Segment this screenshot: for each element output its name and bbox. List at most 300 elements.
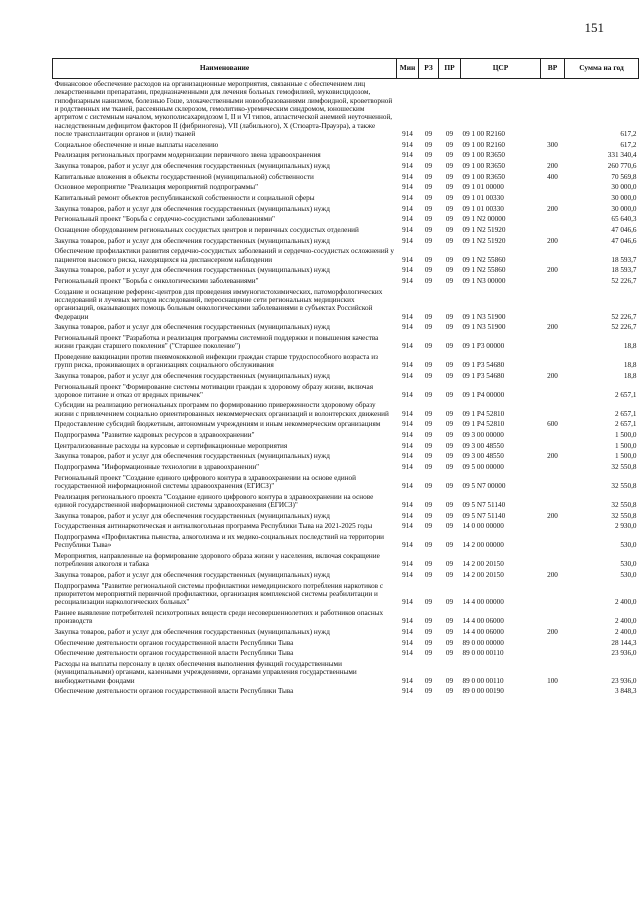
row-name: Расходы на выплаты персоналу в целях обеспечения выполнения функций государственными (муниципальными) органами, казенными учреждениями, органами управления государственными внебюджетными фондами: [54, 659, 357, 685]
row-pr: 09: [445, 522, 454, 531]
row-min: 914: [402, 226, 413, 235]
row-vr: 200: [547, 371, 558, 380]
row-pr: 09: [445, 501, 454, 510]
table-row: [53, 333, 639, 352]
row-name: Централизованные расходы на курсовые и сертификационные мероприятия: [54, 441, 288, 450]
table-row: [53, 462, 639, 473]
row-min: 914: [402, 627, 413, 636]
row-rz: 09: [424, 226, 433, 235]
row-rz: 09: [424, 140, 433, 149]
row-vr: 200: [547, 204, 558, 213]
row-pr: 09: [445, 151, 454, 160]
row-pr: 09: [445, 638, 454, 647]
row-min: 914: [402, 441, 413, 450]
row-sum: 2 400,0: [614, 627, 637, 636]
table-row: [53, 473, 639, 492]
table-row: [53, 236, 639, 247]
row-vr: 200: [547, 627, 558, 636]
table-row: [53, 451, 639, 462]
row-min: 914: [402, 361, 413, 370]
row-pr: 09: [445, 571, 454, 580]
header-name: Наименование: [53, 59, 397, 79]
row-csr: 14 4 00 06000: [462, 627, 504, 636]
row-sum: 65 640,3: [611, 215, 637, 224]
row-pr: 09: [445, 676, 454, 685]
table-row: [53, 371, 639, 382]
table-row: [53, 430, 639, 441]
row-sum: 32 550,8: [611, 501, 637, 510]
row-min: 914: [402, 501, 413, 510]
row-csr: 09 1 P4 52810: [462, 409, 505, 418]
row-sum: 2 400,0: [614, 598, 637, 607]
table-row: [53, 659, 639, 686]
row-rz: 09: [424, 627, 433, 636]
row-min: 914: [402, 161, 413, 170]
table-row: [53, 648, 639, 659]
row-sum: 3 848,3: [614, 687, 637, 696]
row-csr: 89 0 00 00000: [462, 638, 504, 647]
row-name: Обеспечение профилактики развития сердечно-сосудистых заболеваний и сердечно-сосудистых осложнений у пациентов высокого риска, находящихся на диспансерном наблюдении: [54, 247, 394, 264]
row-vr: [541, 150, 565, 161]
row-vr: [541, 193, 565, 204]
row-min: 914: [402, 266, 413, 275]
row-min: 914: [402, 371, 413, 380]
row-name: Закупка товаров, работ и услуг для обеспечения государственных (муниципальных) нужд: [54, 204, 330, 213]
row-csr: 89 0 00 00110: [462, 649, 504, 658]
row-rz: 09: [424, 617, 433, 626]
table-row: [53, 193, 639, 204]
table-row: [53, 79, 639, 140]
table-row: [53, 276, 639, 287]
table-row: [53, 182, 639, 193]
row-min: 914: [402, 236, 413, 245]
row-name: Обеспечение деятельности органов государственной власти Республики Тыва: [54, 649, 294, 658]
row-vr: 200: [547, 323, 558, 332]
row-csr: 09 1 00 R3650: [462, 161, 506, 170]
row-pr: 09: [445, 236, 454, 245]
row-vr: [541, 214, 565, 225]
table-header-row: [53, 59, 639, 79]
row-min: 914: [402, 323, 413, 332]
row-min: 914: [402, 420, 413, 429]
row-sum: 32 550,8: [611, 482, 637, 491]
row-vr: [541, 400, 565, 419]
row-csr: 09 1 N2 55860: [462, 255, 506, 264]
row-rz: 09: [424, 638, 433, 647]
table-row: [53, 139, 639, 150]
row-vr: [541, 182, 565, 193]
page-number: 151: [584, 20, 604, 35]
row-sum: 2 657,1: [614, 409, 637, 418]
row-csr: 09 1 01 00330: [462, 204, 504, 213]
row-rz: 09: [424, 522, 433, 531]
row-pr: 09: [445, 452, 454, 461]
row-rz: 09: [424, 511, 433, 520]
row-min: 914: [402, 215, 413, 224]
table-row: [53, 570, 639, 581]
table-row: [53, 492, 639, 511]
row-pr: 09: [445, 204, 454, 213]
header-pr: ПР: [439, 59, 461, 79]
row-min: 914: [402, 151, 413, 160]
row-min: 914: [402, 194, 413, 202]
row-csr: 09 5 00 00000: [462, 463, 504, 472]
row-pr: 09: [445, 482, 454, 491]
row-pr: 09: [445, 361, 454, 370]
row-vr: 200: [547, 161, 558, 170]
row-csr: 09 1 01 00000: [462, 183, 504, 192]
row-csr: 09 1 01 00330: [462, 194, 504, 202]
row-pr: 09: [445, 277, 454, 285]
row-pr: 09: [445, 560, 454, 569]
row-vr: [541, 430, 565, 441]
row-name: Региональный проект "Борьба с сердечно-сосудистыми заболеваниями": [54, 215, 275, 224]
row-vr: [541, 648, 565, 659]
row-pr: 09: [445, 431, 454, 440]
row-rz: 09: [424, 266, 433, 275]
row-csr: 09 1 P4 00000: [462, 390, 505, 399]
row-sum: 52 226,7: [611, 277, 637, 285]
row-sum: 530,0: [620, 541, 637, 550]
row-vr: [541, 473, 565, 492]
row-sum: 18 593,7: [611, 255, 637, 264]
row-name: Государственная антинаркотическая и антиалкогольная программа Республики Тыва на 2021-2025 годы: [54, 522, 373, 531]
row-csr: 09 1 P3 54680: [462, 361, 505, 370]
row-pr: 09: [445, 371, 454, 380]
row-csr: 89 0 00 00110: [462, 676, 504, 685]
row-name: Субсидии на реализацию региональных программ по формированию приверженности здоровому образу жизни с привлечением социально ориентированных некоммерческих организаций и волонтерских движений: [54, 401, 389, 418]
row-name: Подпрограмма "Развитие кадровых ресурсов в здравоохранении": [54, 431, 255, 440]
row-vr: [541, 225, 565, 236]
row-rz: 09: [424, 452, 433, 461]
table-body: [53, 79, 639, 697]
row-rz: 09: [424, 598, 433, 607]
row-rz: 09: [424, 420, 433, 429]
table-row: [53, 171, 639, 182]
row-vr: [541, 637, 565, 648]
row-sum: 530,0: [620, 571, 637, 580]
table-row: [53, 161, 639, 172]
row-rz: 09: [424, 342, 433, 351]
table-row: [53, 150, 639, 161]
row-sum: 260 770,6: [607, 161, 637, 170]
row-sum: 30 000,0: [611, 183, 637, 192]
row-csr: 14 4 00 00000: [462, 598, 504, 607]
row-name: Региональный проект "Формирование системы мотивации граждан к здоровому образу жизни, включая здоровое питание и отказ от вредных привычек": [54, 382, 374, 399]
row-rz: 09: [424, 431, 433, 440]
row-rz: 09: [424, 323, 433, 332]
row-min: 914: [402, 409, 413, 418]
row-rz: 09: [424, 215, 433, 224]
row-sum: 47 046,6: [611, 236, 637, 245]
row-sum: 52 226,7: [611, 323, 637, 332]
row-name: Проведение вакцинации против пневмококковой инфекции граждан старше трудоспособного возраста из групп риска, проживающих в организациях социального обслуживания: [54, 352, 378, 370]
row-min: 914: [402, 255, 413, 264]
row-min: 914: [402, 390, 413, 399]
row-name: Закупка товаров, работ и услуг для обеспечения государственных (муниципальных) нужд: [54, 266, 330, 275]
row-name: Оснащение оборудованием региональных сосудистых центров и первичных сосудистых отделений: [54, 226, 359, 235]
row-vr: [541, 441, 565, 452]
row-sum: 52 226,7: [611, 312, 637, 321]
row-sum: 70 569,8: [611, 172, 637, 181]
row-sum: 47 046,6: [611, 226, 637, 235]
row-pr: 09: [445, 409, 454, 418]
row-pr: 09: [445, 649, 454, 658]
row-rz: 09: [424, 161, 433, 170]
row-sum: 1 500,0: [614, 441, 637, 450]
row-name: Основное мероприятие "Реализация мероприятий подпрограммы": [54, 183, 259, 192]
row-csr: 09 5 N7 51140: [462, 511, 506, 520]
row-vr: [541, 551, 565, 570]
row-vr: 300: [547, 140, 558, 149]
row-rz: 09: [424, 390, 433, 399]
row-name: Региональный проект "Разработка и реализация программы системной поддержки и повышения качества жизни граждан старшего поколения" ("Старшее поколение"): [54, 333, 379, 351]
table-row: [53, 322, 639, 333]
row-csr: 09 1 P3 00000: [462, 342, 505, 351]
row-vr: [541, 381, 565, 400]
row-sum: 28 144,3: [611, 638, 637, 647]
row-sum: 2 657,1: [614, 390, 637, 399]
row-name: Региональный проект "Создание единого цифрового контура в здравоохранении на основе единой государственной информационной системы здравоохранения (ЕГИСЗ)": [54, 473, 356, 491]
row-min: 914: [402, 598, 413, 607]
row-rz: 09: [424, 560, 433, 569]
row-pr: 09: [445, 541, 454, 550]
row-sum: 2 657,1: [614, 420, 637, 429]
row-pr: 09: [445, 172, 454, 181]
row-rz: 09: [424, 463, 433, 472]
table-row: [53, 381, 639, 400]
table-row: [53, 627, 639, 638]
row-name: Закупка товаров, работ и услуг для обеспечения государственных (муниципальных) нужд: [54, 323, 330, 332]
row-min: 914: [402, 676, 413, 685]
row-vr: [541, 581, 565, 608]
row-min: 914: [402, 183, 413, 192]
row-min: 914: [402, 541, 413, 550]
table-row: [53, 203, 639, 214]
table-row: [53, 246, 639, 265]
table-row: [53, 581, 639, 608]
table-row: [53, 532, 639, 551]
row-min: 914: [402, 463, 413, 472]
row-sum: 23 936,0: [611, 649, 637, 658]
table-row: [53, 352, 639, 371]
row-sum: 18,8: [623, 361, 637, 370]
table-row: [53, 521, 639, 532]
row-csr: 09 1 N2 00000: [462, 215, 506, 224]
row-pr: 09: [445, 420, 454, 429]
row-csr: 09 1 N3 51900: [462, 323, 506, 332]
row-sum: 1 500,0: [614, 431, 637, 440]
row-csr: 09 1 N2 55860: [462, 266, 506, 275]
row-rz: 09: [424, 129, 433, 138]
header-sum: Сумма на год: [565, 59, 639, 79]
row-pr: 09: [445, 323, 454, 332]
row-sum: 2 400,0: [614, 617, 637, 626]
row-pr: 09: [445, 129, 454, 138]
row-rz: 09: [424, 501, 433, 510]
row-pr: 09: [445, 627, 454, 636]
row-rz: 09: [424, 236, 433, 245]
row-min: 914: [402, 204, 413, 213]
row-name: Предоставление субсидий бюджетным, автономным учреждениям и иным некоммерческим организациям: [54, 420, 381, 429]
row-min: 914: [402, 431, 413, 440]
row-vr: [541, 246, 565, 265]
row-name: Обеспечение деятельности органов государственной власти Республики Тыва: [54, 687, 294, 696]
table-row: [53, 608, 639, 627]
row-name: Подпрограмма "Развитие региональной системы профилактики немедицинского потребления наркотиков с приоритетом мероприятий первичной профилактики, организация комплексной системы реабилитации и ресоциализации наркологических больных": [54, 581, 384, 607]
row-min: 914: [402, 522, 413, 531]
row-rz: 09: [424, 194, 433, 202]
table-row: [53, 225, 639, 236]
row-csr: 09 3 00 00000: [462, 431, 504, 440]
row-rz: 09: [424, 541, 433, 550]
header-rz: РЗ: [419, 59, 439, 79]
row-sum: 32 550,8: [611, 463, 637, 472]
row-min: 914: [402, 172, 413, 181]
row-name: Закупка товаров, работ и услуг для обеспечения государственных (муниципальных) нужд: [54, 452, 330, 461]
row-min: 914: [402, 140, 413, 149]
row-vr: [541, 492, 565, 511]
table-row: [53, 441, 639, 452]
row-sum: 23 936,0: [611, 676, 637, 685]
row-csr: 09 5 N7 00000: [462, 482, 506, 491]
table-row: [53, 551, 639, 570]
row-sum: 18,8: [623, 371, 637, 380]
row-pr: 09: [445, 687, 454, 696]
row-name: Реализация регионального проекта "Создание единого цифрового контура в здравоохранении на основе единой государственной информационной системы здравоохранения (ЕГИСЗ)": [54, 492, 374, 510]
row-csr: 09 1 00 R3650: [462, 172, 506, 181]
table-row: [53, 400, 639, 419]
row-vr: 200: [547, 266, 558, 275]
row-rz: 09: [424, 571, 433, 580]
row-name: Финансовое обеспечение расходов на организационные мероприятия, связанные с обеспечением лиц лекарственными препаратами, предназначенными для лечения больных гемофилией, муковисцидозом, гипофизарным нанизмом, болезнью Гоше, злокачественными новообразованиями лимфоидной, кроветворной и родственных им тканей, рассеянным склерозом, гемолитико-уремическим синдромом, юношеским артритом с системным началом, мукополисахаридозом I, II и VI типов, апластической анемией неуточненной, наследственным дефицитом факторов II (фибриногена), VII (лабильного), X (Стюарта-Прауэра), а также после трансплантации органов и (или) тканей: [54, 80, 393, 138]
row-sum: 18 593,7: [611, 266, 637, 275]
budget-table: [52, 58, 639, 697]
row-min: 914: [402, 342, 413, 351]
row-pr: 09: [445, 598, 454, 607]
row-rz: 09: [424, 676, 433, 685]
row-sum: 30 000,0: [611, 204, 637, 213]
row-vr: [541, 79, 565, 140]
row-pr: 09: [445, 266, 454, 275]
row-name: Обеспечение деятельности органов государственной власти Республики Тыва: [54, 638, 294, 647]
header-vr: ВР: [541, 59, 565, 79]
row-rz: 09: [424, 687, 433, 696]
row-vr: [541, 333, 565, 352]
row-pr: 09: [445, 390, 454, 399]
row-name: Раннее выявление потребителей психотропных веществ среди несовершеннолетних и работников опасных производств: [54, 608, 384, 626]
row-csr: 09 1 00 R2160: [462, 129, 506, 138]
row-name: Капитальный ремонт объектов республиканской собственности и социальной сферы: [54, 194, 315, 202]
row-pr: 09: [445, 194, 454, 202]
row-name: Подпрограмма "Информационные технологии в здравоохранении": [54, 463, 260, 472]
row-sum: 617,2: [620, 140, 637, 149]
row-vr: 600: [547, 420, 558, 429]
row-vr: [541, 462, 565, 473]
row-min: 914: [402, 571, 413, 580]
row-min: 914: [402, 687, 413, 696]
row-pr: 09: [445, 140, 454, 149]
row-name: Реализация региональных программ модернизации первичного звена здравоохранения: [54, 151, 321, 160]
row-vr: 200: [547, 452, 558, 461]
row-min: 914: [402, 312, 413, 321]
row-vr: 100: [547, 676, 558, 685]
row-pr: 09: [445, 215, 454, 224]
header-csr: ЦСР: [461, 59, 541, 79]
row-vr: [541, 352, 565, 371]
row-sum: 30 000,0: [611, 194, 637, 202]
row-pr: 09: [445, 441, 454, 450]
row-csr: 89 0 00 00190: [462, 687, 504, 696]
row-csr: 09 1 N2 51920: [462, 226, 506, 235]
row-pr: 09: [445, 161, 454, 170]
row-rz: 09: [424, 441, 433, 450]
row-name: Закупка товаров, работ и услуг для обеспечения государственных (муниципальных) нужд: [54, 571, 330, 580]
row-rz: 09: [424, 361, 433, 370]
row-vr: [541, 286, 565, 322]
row-vr: [541, 521, 565, 532]
row-csr: 09 3 00 48550: [462, 441, 504, 450]
row-name: Закупка товаров, работ и услуг для обеспечения государственных (муниципальных) нужд: [54, 511, 330, 520]
row-vr: [541, 532, 565, 551]
row-sum: 32 550,8: [611, 511, 637, 520]
row-csr: 14 2 00 20150: [462, 571, 504, 580]
table-row: [53, 637, 639, 648]
row-csr: 09 1 P3 54680: [462, 371, 505, 380]
row-pr: 09: [445, 511, 454, 520]
row-rz: 09: [424, 409, 433, 418]
table-row: [53, 419, 639, 430]
row-name: Закупка товаров, работ и услуг для обеспечения государственных (муниципальных) нужд: [54, 161, 330, 170]
row-vr: [541, 276, 565, 287]
row-vr: 200: [547, 236, 558, 245]
row-vr: 400: [547, 172, 558, 181]
row-csr: 14 4 00 06000: [462, 617, 504, 626]
row-vr: [541, 686, 565, 697]
row-csr: 09 1 00 R2160: [462, 140, 506, 149]
row-pr: 09: [445, 183, 454, 192]
row-rz: 09: [424, 649, 433, 658]
row-sum: 331 340,4: [607, 151, 637, 160]
table-row: [53, 214, 639, 225]
table-row: [53, 286, 639, 322]
row-rz: 09: [424, 277, 433, 285]
row-rz: 09: [424, 204, 433, 213]
row-name: Закупка товаров, работ и услуг для обеспечения государственных (муниципальных) нужд: [54, 627, 330, 636]
row-name: Подпрограмма «Профилактика пьянства, алкоголизма и их медико-социальных последствий на территории Республики Тыва»: [54, 533, 385, 550]
row-rz: 09: [424, 312, 433, 321]
row-rz: 09: [424, 151, 433, 160]
table-row: [53, 265, 639, 276]
row-csr: 09 1 00 R3650: [462, 151, 506, 160]
row-name: Создание и оснащение референс-центров для проведения иммуногистохимических, патоморфологических исследований и лучевых методов исследований, переоснащение сети региональных медицинских организаций, оказывающих помощь больным онкологическими заболеваниями в субъектах Российской Федерации: [54, 287, 383, 321]
row-sum: 617,2: [620, 129, 637, 138]
row-min: 914: [402, 638, 413, 647]
row-min: 914: [402, 129, 413, 138]
table-row: [53, 511, 639, 522]
row-pr: 09: [445, 342, 454, 351]
row-min: 914: [402, 617, 413, 626]
row-sum: 2 930,0: [614, 522, 637, 531]
row-min: 914: [402, 277, 413, 285]
row-csr: 14 2 00 20150: [462, 560, 504, 569]
row-name: Региональный проект "Борьба с онкологическими заболеваниями": [54, 277, 259, 285]
row-pr: 09: [445, 617, 454, 626]
row-csr: 09 3 00 48550: [462, 452, 504, 461]
row-sum: 18,8: [623, 342, 637, 351]
row-min: 914: [402, 560, 413, 569]
row-name: Закупка товаров, работ и услуг для обеспечения государственных (муниципальных) нужд: [54, 236, 330, 245]
